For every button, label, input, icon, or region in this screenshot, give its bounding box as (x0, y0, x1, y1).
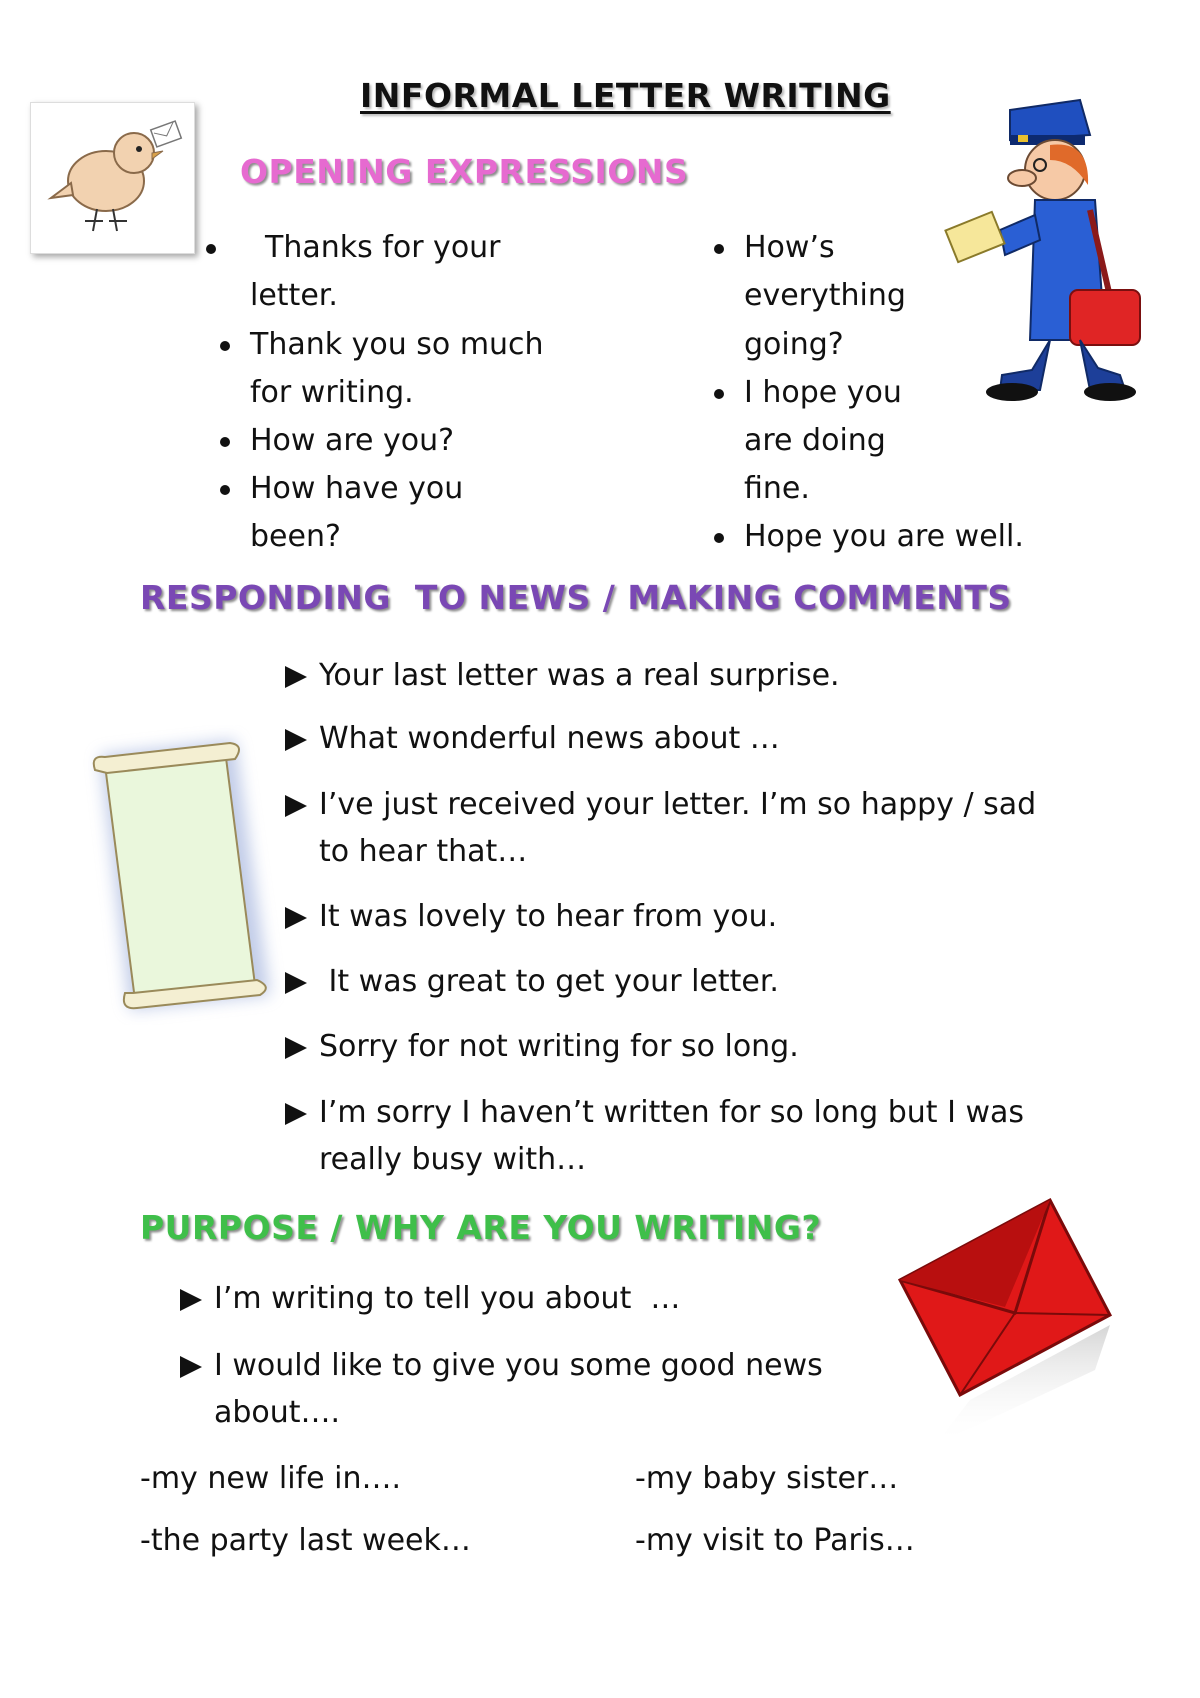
arrow-bullet-icon (285, 972, 307, 994)
list-item-continuation: about…. (214, 1395, 341, 1430)
example-item: -my baby sister… (635, 1461, 899, 1496)
arrow-bullet-icon (285, 1103, 307, 1125)
list-item-continuation: fine. (744, 471, 810, 506)
bird-icon (30, 102, 195, 254)
bullet-icon (220, 485, 230, 495)
list-item: It was lovely to hear from you. (285, 893, 777, 941)
list-item-continuation: to hear that… (319, 834, 528, 869)
list-item-continuation: for writing. (250, 375, 414, 410)
list-item-continuation: everything (744, 278, 906, 313)
bullet-icon (206, 244, 216, 254)
arrow-bullet-icon (285, 729, 307, 751)
bullet-icon (220, 341, 230, 351)
list-item-continuation: going? (744, 327, 844, 362)
bullet-icon (714, 533, 724, 543)
arrow-bullet-icon (285, 795, 307, 817)
list-item: I’m writing to tell you about … (180, 1275, 680, 1323)
list-item-continuation: are doing (744, 423, 886, 458)
list-item-continuation: letter. (250, 278, 338, 313)
list-item: Hope you are well. (744, 513, 1024, 561)
purpose-heading: PURPOSE / WHY ARE YOU WRITING? (140, 1208, 822, 1247)
list-item: Sorry for not writing for so long. (285, 1023, 799, 1071)
opening-heading: OPENING EXPRESSIONS (240, 152, 689, 191)
list-item: I’ve just received your letter. I’m so happy / sad (285, 781, 1036, 829)
example-item: -the party last week… (140, 1523, 471, 1558)
list-item: Thanks for your (243, 224, 501, 272)
arrow-bullet-icon (285, 666, 307, 688)
envelope-icon (895, 1195, 1125, 1455)
bullet-icon (714, 244, 724, 254)
list-item-continuation: been? (250, 519, 341, 554)
list-item-continuation: really busy with… (319, 1142, 587, 1177)
example-item: -my visit to Paris… (635, 1523, 915, 1558)
list-item: I would like to give you some good news (180, 1342, 823, 1390)
example-item: -my new life in…. (140, 1461, 401, 1496)
list-item: How have you (250, 465, 463, 513)
list-item: How’s (744, 224, 835, 272)
list-item: I hope you (744, 369, 902, 417)
list-item: Thank you so much (250, 321, 544, 369)
list-item: Your last letter was a real surprise. (285, 652, 840, 700)
scroll-icon (75, 725, 290, 1025)
bullet-icon (714, 389, 724, 399)
page-title: INFORMAL LETTER WRITING (360, 76, 891, 115)
bullet-icon (220, 437, 230, 447)
arrow-bullet-icon (285, 907, 307, 929)
arrow-bullet-icon (285, 1037, 307, 1059)
list-item: It was great to get your letter. (285, 958, 779, 1006)
arrow-bullet-icon (180, 1356, 202, 1378)
list-item: I’m sorry I haven’t written for so long but I was (285, 1089, 1024, 1137)
postman-icon (940, 90, 1155, 410)
list-item: What wonderful news about … (285, 715, 780, 763)
list-item: How are you? (250, 417, 454, 465)
arrow-bullet-icon (180, 1289, 202, 1311)
responding-heading: RESPONDING TO NEWS / MAKING COMMENTS (140, 578, 1012, 617)
